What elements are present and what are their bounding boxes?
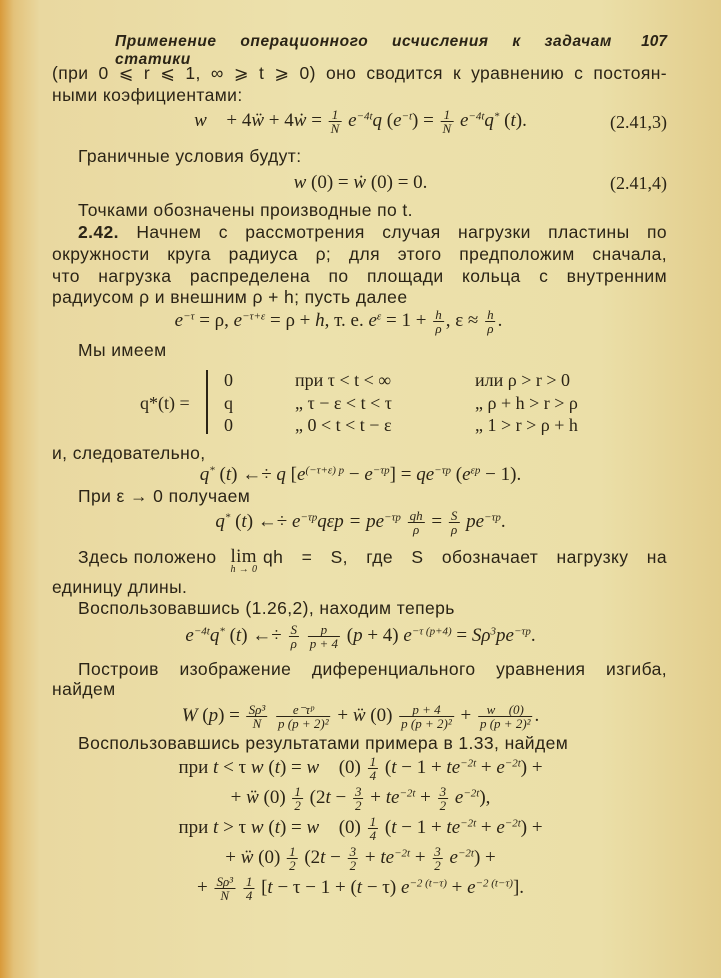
condition-r: „ 1 > r > ρ + h bbox=[475, 415, 578, 435]
math-symbol: t bbox=[274, 756, 280, 778]
fraction bbox=[276, 703, 331, 730]
fraction bbox=[368, 755, 379, 782]
denominator: 4 bbox=[369, 828, 377, 843]
math-symbol: q bbox=[199, 464, 210, 485]
numerator: 1 bbox=[329, 108, 342, 122]
solution-line bbox=[178, 815, 542, 842]
numerator: e⁻τᵖ bbox=[276, 703, 331, 717]
fraction bbox=[408, 509, 425, 536]
superscript: −4t bbox=[356, 110, 373, 123]
paragraph-line: найдем bbox=[52, 679, 116, 699]
math-text: = bbox=[426, 510, 447, 532]
math-text: + 4) bbox=[362, 624, 404, 646]
math-text: − 1). bbox=[480, 464, 522, 485]
math-symbol: t bbox=[225, 464, 232, 485]
math-text: ( bbox=[197, 704, 209, 726]
math-text: , ε ≈ bbox=[445, 309, 484, 331]
math-text: < τ bbox=[218, 756, 251, 778]
math-text: (0) bbox=[333, 816, 366, 838]
superscript: −τp bbox=[434, 464, 452, 477]
denominator: 2 bbox=[439, 798, 447, 813]
math-symbol: e bbox=[462, 464, 471, 485]
condition-t: „ 0 < t < t − ε bbox=[295, 415, 392, 435]
superscript: −τp bbox=[300, 511, 318, 524]
math-text: [ bbox=[285, 464, 298, 485]
denominator: 4 bbox=[245, 888, 253, 903]
math-text: ( bbox=[451, 464, 463, 485]
paragraph-line: Построив изображение диференциального уравнения изгиба, bbox=[78, 659, 667, 679]
condition-r: или ρ > r > 0 bbox=[475, 370, 571, 390]
denominator: ρ bbox=[290, 636, 297, 651]
superscript: −2t bbox=[399, 787, 416, 800]
math-symbol: t bbox=[325, 786, 331, 808]
math-symbol: te bbox=[380, 846, 395, 868]
math-symbol: pe bbox=[496, 624, 514, 646]
page-number: 107 bbox=[641, 33, 667, 50]
numerator: p + 4 bbox=[399, 703, 454, 717]
superscript: −2t bbox=[460, 817, 477, 830]
denominator: 4 bbox=[369, 768, 377, 783]
denominator: ρ bbox=[435, 321, 442, 336]
paragraph-text: qh = S, где S обозначает нагрузку на bbox=[263, 547, 667, 567]
math-text: + bbox=[410, 846, 431, 868]
math-symbol: t bbox=[267, 876, 273, 898]
condition-r: „ ρ + h > r > ρ bbox=[475, 393, 578, 413]
fraction bbox=[478, 703, 533, 730]
fraction bbox=[485, 308, 496, 335]
math-symbol: ẅ bbox=[240, 846, 254, 868]
numerator: h bbox=[435, 307, 442, 322]
math-text: ) + bbox=[520, 756, 543, 778]
fraction bbox=[348, 845, 359, 872]
superscript: −τ (p+4) bbox=[411, 625, 452, 638]
math-text: ( bbox=[342, 624, 354, 646]
math-symbol: ẇ bbox=[353, 172, 367, 193]
superscript: −2t bbox=[394, 847, 411, 860]
math-text bbox=[401, 511, 406, 532]
superscript: * bbox=[209, 464, 215, 477]
math-text: . bbox=[534, 704, 540, 726]
math-text: = 1 + bbox=[381, 309, 432, 331]
math-symbol: e bbox=[297, 464, 306, 485]
fraction bbox=[244, 875, 255, 902]
paragraph-line: радиусом ρ и внешним ρ + h; пусть далее bbox=[52, 287, 408, 307]
math-symbol: ẅ bbox=[251, 109, 265, 131]
math-symbol: e bbox=[450, 786, 464, 808]
math-text: − τ − 1 + ( bbox=[272, 876, 357, 898]
math-symbol: h bbox=[315, 309, 325, 331]
limit-operator bbox=[230, 546, 258, 575]
math-text: (0) = bbox=[306, 172, 354, 193]
math-symbol: ẇ bbox=[293, 109, 307, 131]
math-symbol: e bbox=[467, 876, 476, 898]
math-symbol: w⃛ bbox=[306, 816, 334, 838]
paragraph-line: окружности круга радиуса ρ; для этого предположим сначала, bbox=[52, 244, 667, 264]
math-text: ( bbox=[380, 816, 392, 838]
solution-line bbox=[178, 755, 542, 782]
fraction bbox=[287, 845, 298, 872]
math-text: + bbox=[332, 704, 353, 726]
paragraph-line: что нагрузка распределена по площади кольца с внутренним bbox=[52, 266, 667, 286]
math-text: ) ←÷ bbox=[231, 464, 277, 485]
math-text: + bbox=[455, 704, 476, 726]
math-text: ( bbox=[499, 109, 511, 131]
math-text: ) = bbox=[279, 756, 307, 778]
math-text: > τ bbox=[218, 816, 251, 838]
math-text: + bbox=[196, 876, 213, 898]
denominator: 2 bbox=[289, 858, 296, 873]
section-2-42-line bbox=[78, 222, 667, 242]
paragraph-line bbox=[78, 546, 667, 575]
math-symbol: t bbox=[320, 846, 326, 868]
math-text: + bbox=[476, 756, 497, 778]
superscript: εp bbox=[470, 464, 481, 477]
math-symbol: e bbox=[364, 464, 373, 485]
math-symbol: te bbox=[446, 816, 461, 838]
fraction bbox=[288, 623, 299, 650]
denominator: p + 4 bbox=[309, 636, 338, 651]
superscript: −2 (t−τ) bbox=[475, 877, 513, 890]
superscript: −2t bbox=[504, 757, 521, 770]
math-text: ), bbox=[479, 786, 491, 808]
denominator: ρ bbox=[450, 522, 458, 537]
math-text: ( bbox=[382, 109, 394, 131]
math-text: ( bbox=[263, 816, 275, 838]
math-symbol: q bbox=[372, 109, 382, 131]
denominator: ρ bbox=[487, 321, 494, 336]
math-text: ) ←÷ bbox=[246, 510, 292, 532]
math-symbol: q bbox=[484, 109, 494, 131]
math-symbol: e bbox=[496, 756, 505, 778]
paragraph-line: и, следовательно, bbox=[52, 443, 206, 463]
numerator: 1 bbox=[294, 784, 301, 799]
lim-subscript: h → 0 bbox=[230, 564, 258, 575]
numerator: 1 bbox=[369, 754, 377, 769]
math-text: + bbox=[446, 876, 468, 898]
fraction bbox=[433, 308, 444, 335]
equation-number: (2.41,4) bbox=[610, 173, 667, 193]
math-text: + bbox=[365, 786, 386, 808]
math-symbol: te bbox=[446, 756, 461, 778]
math-text: ( bbox=[380, 756, 392, 778]
denominator: ρ bbox=[413, 522, 420, 537]
math-text: = ρ, bbox=[194, 309, 234, 331]
math-text: (0) bbox=[365, 704, 398, 726]
denominator: p (p + 2)² bbox=[278, 716, 329, 731]
math-symbol: W bbox=[181, 704, 198, 726]
superscript: −4t bbox=[468, 110, 485, 123]
math-symbol: t bbox=[241, 510, 247, 532]
math-text: . bbox=[500, 510, 506, 532]
math-text: + 4 bbox=[264, 109, 294, 131]
math-symbol: t bbox=[213, 816, 219, 838]
math-symbol: w⃛ bbox=[194, 109, 222, 131]
math-text: + bbox=[225, 846, 241, 868]
fraction bbox=[399, 703, 454, 730]
equation-2-41-3 bbox=[194, 108, 527, 135]
left-brace bbox=[206, 370, 208, 434]
math-text: + bbox=[476, 816, 497, 838]
math-text: (0) bbox=[253, 846, 286, 868]
math-symbol: e bbox=[403, 624, 412, 646]
denominator: 2 bbox=[434, 858, 441, 873]
condition-t: „ τ − ε < t < τ bbox=[295, 393, 392, 413]
numerator: 3 bbox=[355, 784, 362, 799]
math-symbol: ẅ bbox=[352, 704, 366, 726]
math-text: = ρ + bbox=[265, 309, 316, 331]
solution-line bbox=[231, 785, 491, 812]
fraction bbox=[449, 509, 460, 536]
superscript: −τp bbox=[384, 511, 401, 524]
math-text: ]. bbox=[512, 876, 525, 898]
math-symbol: p bbox=[208, 704, 219, 726]
math-symbol: e bbox=[174, 309, 184, 331]
math-symbol: w bbox=[250, 756, 264, 778]
math-symbol: te bbox=[385, 786, 400, 808]
math-text: + bbox=[415, 786, 436, 808]
paragraph-line: Граничные условия будут: bbox=[78, 146, 302, 166]
denominator: N bbox=[220, 888, 230, 903]
math-text: при bbox=[178, 756, 214, 778]
math-text: ) + bbox=[520, 816, 543, 838]
numerator: 3 bbox=[439, 784, 447, 799]
math-symbol: w⃛ bbox=[306, 756, 334, 778]
math-symbol: p bbox=[353, 624, 363, 646]
fraction bbox=[308, 623, 340, 650]
solution-line bbox=[225, 845, 496, 872]
numerator: 3 bbox=[434, 844, 441, 859]
math-text: ( bbox=[224, 624, 236, 646]
paragraph-line: (при 0 ⩽ r ⩽ 1, ∞ ⩾ t ⩾ 0) оно сводится к уравнению с постоян- bbox=[52, 63, 667, 83]
superscript: −2t bbox=[457, 847, 474, 860]
math-text: − τ) bbox=[362, 876, 402, 898]
math-text: − bbox=[325, 846, 346, 868]
math-symbol: t bbox=[391, 816, 397, 838]
numerator: 1 bbox=[369, 814, 377, 829]
running-title: Применение операционного исчисления к задачам статики bbox=[115, 33, 612, 68]
denominator: 2 bbox=[355, 798, 362, 813]
numerator: S bbox=[290, 622, 297, 637]
numerator: Sρ³ bbox=[248, 702, 266, 717]
math-text: − 1 + bbox=[396, 816, 447, 838]
value: q bbox=[224, 393, 233, 413]
math-text: ). bbox=[515, 109, 527, 131]
math-symbol: e bbox=[496, 816, 505, 838]
math-text: , т. е. bbox=[324, 309, 369, 331]
math-text bbox=[237, 877, 242, 898]
lim-text: lim bbox=[230, 546, 257, 567]
paragraph-line: При ε → 0 получаем bbox=[78, 486, 251, 506]
equation-q-image bbox=[200, 465, 521, 484]
numerator: w⃛ (0) bbox=[478, 703, 533, 717]
superscript: −τ+ε bbox=[242, 310, 266, 323]
section-number: 2.42. bbox=[78, 222, 119, 242]
fraction bbox=[368, 815, 379, 842]
math-symbol: t bbox=[235, 624, 242, 646]
numerator: 1 bbox=[289, 844, 296, 859]
math-symbol: t bbox=[356, 876, 363, 898]
equation-2-41-4 bbox=[294, 173, 428, 192]
denominator: N bbox=[442, 121, 452, 136]
math-symbol: t bbox=[274, 816, 280, 838]
denominator: N bbox=[330, 121, 340, 136]
denominator: N bbox=[252, 716, 262, 731]
math-symbol: q bbox=[215, 510, 225, 532]
math-text: ] = bbox=[389, 464, 417, 485]
superscript: −τp bbox=[372, 464, 390, 477]
math-symbol: t bbox=[510, 109, 516, 131]
numerator: p bbox=[308, 623, 340, 637]
denominator: 2 bbox=[294, 798, 301, 813]
math-text: . bbox=[497, 309, 503, 331]
math-symbol: e bbox=[291, 510, 301, 532]
math-text: − bbox=[344, 464, 365, 485]
fraction bbox=[247, 703, 268, 730]
solution-line bbox=[197, 875, 524, 902]
superscript: −2t bbox=[460, 757, 477, 770]
paragraph-line: Мы имеем bbox=[78, 340, 167, 360]
fraction bbox=[329, 108, 342, 135]
paragraph-text: Здесь положено bbox=[78, 547, 217, 567]
equation-number: (2.41,3) bbox=[610, 112, 667, 132]
math-symbol: t bbox=[391, 756, 397, 778]
math-text: + bbox=[230, 786, 247, 808]
numerator: 1 bbox=[245, 874, 253, 889]
math-text: = bbox=[451, 624, 472, 646]
superscript: −2 (t−τ) bbox=[409, 877, 447, 890]
math-text: (0) = 0. bbox=[366, 172, 428, 193]
numerator: 1 bbox=[441, 108, 454, 122]
paragraph-line: Воспользовавшись результатами примера в 1.33, найдем bbox=[78, 733, 569, 753]
fraction bbox=[292, 785, 303, 812]
equation-limit-image bbox=[215, 509, 505, 536]
math-symbol: Sρ bbox=[471, 624, 491, 646]
math-symbol: w bbox=[250, 816, 264, 838]
math-symbol: e bbox=[455, 109, 469, 131]
superscript: −t bbox=[401, 110, 412, 123]
fraction bbox=[438, 785, 449, 812]
paragraph-line: Воспользовавшись (1.26,2), находим теперь bbox=[78, 598, 455, 618]
math-text: ( bbox=[230, 510, 242, 532]
math-text: ( bbox=[214, 464, 226, 485]
math-symbol: w bbox=[293, 172, 307, 193]
math-text: (0) bbox=[258, 786, 291, 808]
superscript: −τp bbox=[513, 625, 531, 638]
paragraph-text: Начнем с рассмотрения случая нагрузки пластины по bbox=[118, 222, 667, 242]
math-text: ) = bbox=[412, 109, 439, 131]
math-symbol: t bbox=[213, 756, 219, 778]
superscript: −4t bbox=[193, 625, 210, 638]
denominator: 2 bbox=[349, 858, 357, 873]
math-text: [ bbox=[256, 876, 268, 898]
math-symbol: q bbox=[209, 624, 220, 646]
numerator: qh bbox=[409, 508, 423, 523]
math-symbol: e bbox=[233, 309, 243, 331]
math-text: (2 bbox=[304, 786, 326, 808]
equation-tau-definition bbox=[175, 308, 503, 335]
fraction bbox=[432, 845, 443, 872]
paragraph-line: Точками обозначены производные по t. bbox=[78, 200, 413, 220]
numerator: h bbox=[487, 307, 494, 322]
math-text: . bbox=[530, 624, 536, 646]
math-text: (2 bbox=[299, 846, 321, 868]
math-text: ) + bbox=[473, 846, 496, 868]
superscript: −τp bbox=[484, 511, 501, 524]
denominator: p (p + 2)² bbox=[401, 716, 452, 731]
math-symbol: e bbox=[444, 846, 458, 868]
superscript: −2t bbox=[504, 817, 521, 830]
math-symbol: q bbox=[276, 464, 286, 485]
math-text: при bbox=[178, 816, 214, 838]
math-symbol: e bbox=[185, 624, 194, 646]
math-text: ) ←÷ bbox=[241, 624, 287, 646]
math-text bbox=[269, 705, 274, 726]
superscript: * bbox=[493, 110, 500, 123]
math-text: (0) bbox=[333, 756, 366, 778]
math-text: − 1 + bbox=[396, 756, 447, 778]
math-text: + bbox=[360, 846, 381, 868]
numerator: Sρ³ bbox=[216, 874, 234, 889]
value: 0 bbox=[224, 415, 233, 435]
fraction bbox=[441, 108, 454, 135]
paragraph-line: единицу длины. bbox=[52, 577, 188, 597]
math-symbol: qεp = pe bbox=[317, 510, 385, 532]
superscript: −τ bbox=[183, 310, 195, 323]
math-text: + 4 bbox=[221, 109, 252, 131]
denominator: p (p + 2)² bbox=[479, 716, 531, 731]
math-symbol: e bbox=[401, 876, 410, 898]
math-text: − bbox=[330, 786, 351, 808]
paragraph-line: ными коэфициентами: bbox=[52, 85, 243, 105]
fraction bbox=[353, 785, 364, 812]
math-text: ( bbox=[263, 756, 275, 778]
numerator: 3 bbox=[349, 844, 357, 859]
superscript: * bbox=[219, 625, 225, 638]
equation-4t-image bbox=[185, 623, 535, 650]
math-symbol: qe bbox=[416, 464, 435, 485]
math-symbol: ẅ bbox=[246, 786, 259, 808]
math-text: = bbox=[306, 109, 327, 131]
fraction bbox=[214, 875, 235, 902]
superscript: (−τ+ε) p bbox=[305, 464, 345, 477]
math-symbol: e bbox=[368, 309, 377, 331]
value: 0 bbox=[224, 370, 233, 390]
math-text: ) = bbox=[218, 704, 245, 726]
superscript: * bbox=[224, 511, 231, 524]
condition-t: при τ < t < ∞ bbox=[295, 370, 392, 390]
math-symbol: e bbox=[393, 109, 402, 131]
equation-W-p bbox=[182, 703, 540, 730]
math-text: ) = bbox=[279, 816, 307, 838]
math-symbol: pe bbox=[461, 510, 485, 532]
math-symbol: e bbox=[343, 109, 357, 131]
math-text bbox=[301, 625, 306, 646]
superscript: 3 bbox=[490, 625, 497, 638]
numerator: S bbox=[450, 508, 458, 523]
piecewise-lhs: q*(t) = bbox=[140, 393, 190, 413]
superscript: −2t bbox=[463, 787, 480, 800]
superscript: ε bbox=[376, 310, 382, 323]
